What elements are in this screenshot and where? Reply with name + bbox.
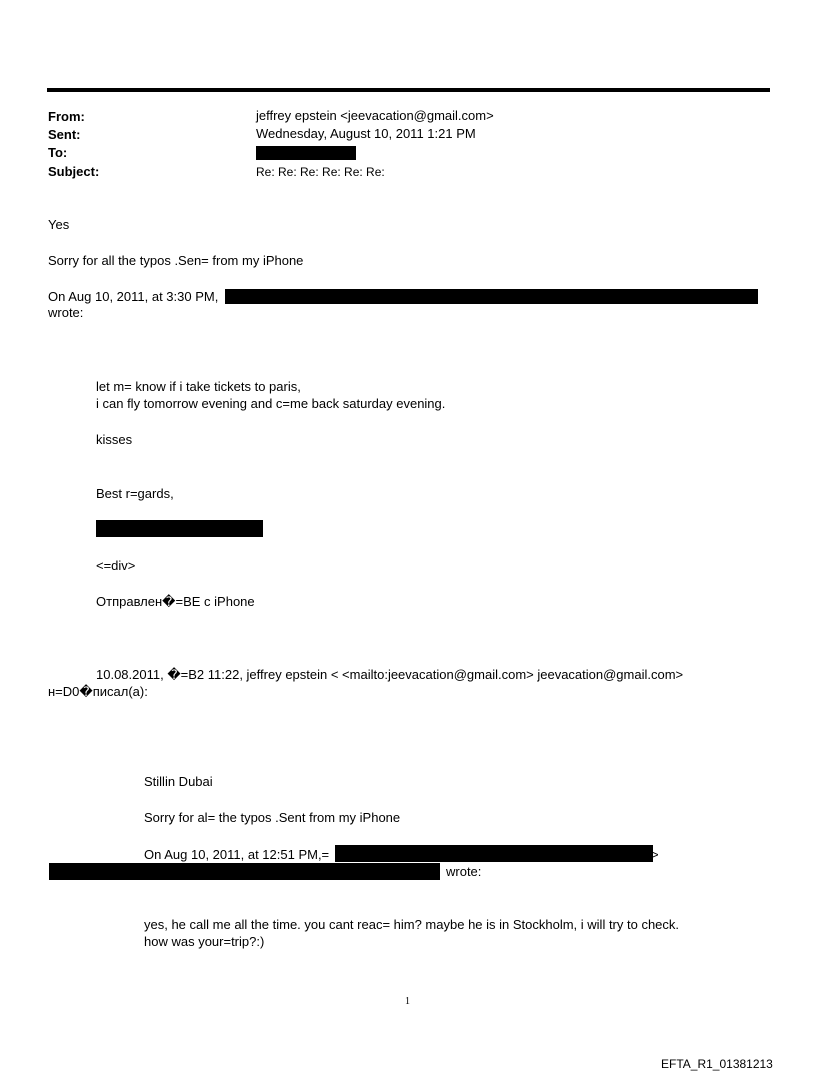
- body-line-sent-russian: Отправлен�=BE с iPhone: [96, 594, 255, 609]
- body-line-how-was-trip: how was your=trip?:): [144, 934, 265, 949]
- body-line-yes-he-call: yes, he call me all the time. you cant reac= him? maybe he is in Stockholm, i will try to check.: [144, 917, 680, 932]
- body-line-best-regards: Best r=gards,: [96, 486, 174, 501]
- body-line-wrote-1: wrote:: [48, 305, 84, 320]
- body-line-yes: Yes: [48, 217, 70, 232]
- body-line-date-ru: 10.08.2011, �=B2 11:22, jeffrey epstein < <mailto:jeevacation@gmail.com> jeevacation@gmail.com>: [96, 667, 684, 682]
- subject-value: Re: Re: Re: Re: Re: Re:: [256, 165, 385, 179]
- body-line-on-2: On Aug 10, 2011, at 12:51 PM,=: [144, 847, 330, 862]
- body-line-sorry-2: Sorry for al= the typos .Sent from my iPhone: [144, 810, 401, 825]
- sent-value: Wednesday, August 10, 2011 1:21 PM: [256, 126, 476, 141]
- body-line-wrote-2: wrote:: [446, 864, 482, 879]
- signature-redaction: [96, 520, 263, 537]
- to-label: To:: [48, 145, 68, 160]
- body-line-stillin-dubai: Stillin Dubai: [144, 774, 213, 789]
- from-value: jeffrey epstein <jeevacation@gmail.com>: [256, 108, 494, 123]
- body-line-on-2-end: >: [651, 847, 659, 862]
- header-rule: [47, 88, 770, 92]
- page-number: 1: [405, 996, 410, 1007]
- body-line-i-can-fly: i can fly tomorrow evening and c=me back saturday evening.: [96, 396, 446, 411]
- body-line-let-me: let m= know if i take tickets to paris,: [96, 379, 301, 394]
- to-redaction: [256, 146, 356, 160]
- body-line-on-1: On Aug 10, 2011, at 3:30 PM,: [48, 289, 219, 304]
- sent-label: Sent:: [48, 127, 81, 142]
- document-id: EFTA_R1_01381213: [661, 1057, 773, 1071]
- from-label: From:: [48, 109, 85, 124]
- sender-redaction-2b: [49, 863, 440, 880]
- body-line-napisal: н=D0�писал(а):: [48, 684, 148, 699]
- sender-redaction-1: [225, 289, 758, 304]
- subject-label: Subject:: [48, 164, 100, 179]
- sender-redaction-2a: [335, 845, 653, 862]
- body-line-div: <=div>: [96, 558, 136, 573]
- body-line-kisses: kisses: [96, 432, 133, 447]
- body-line-sorry-1: Sorry for all the typos .Sen= from my iPhone: [48, 253, 304, 268]
